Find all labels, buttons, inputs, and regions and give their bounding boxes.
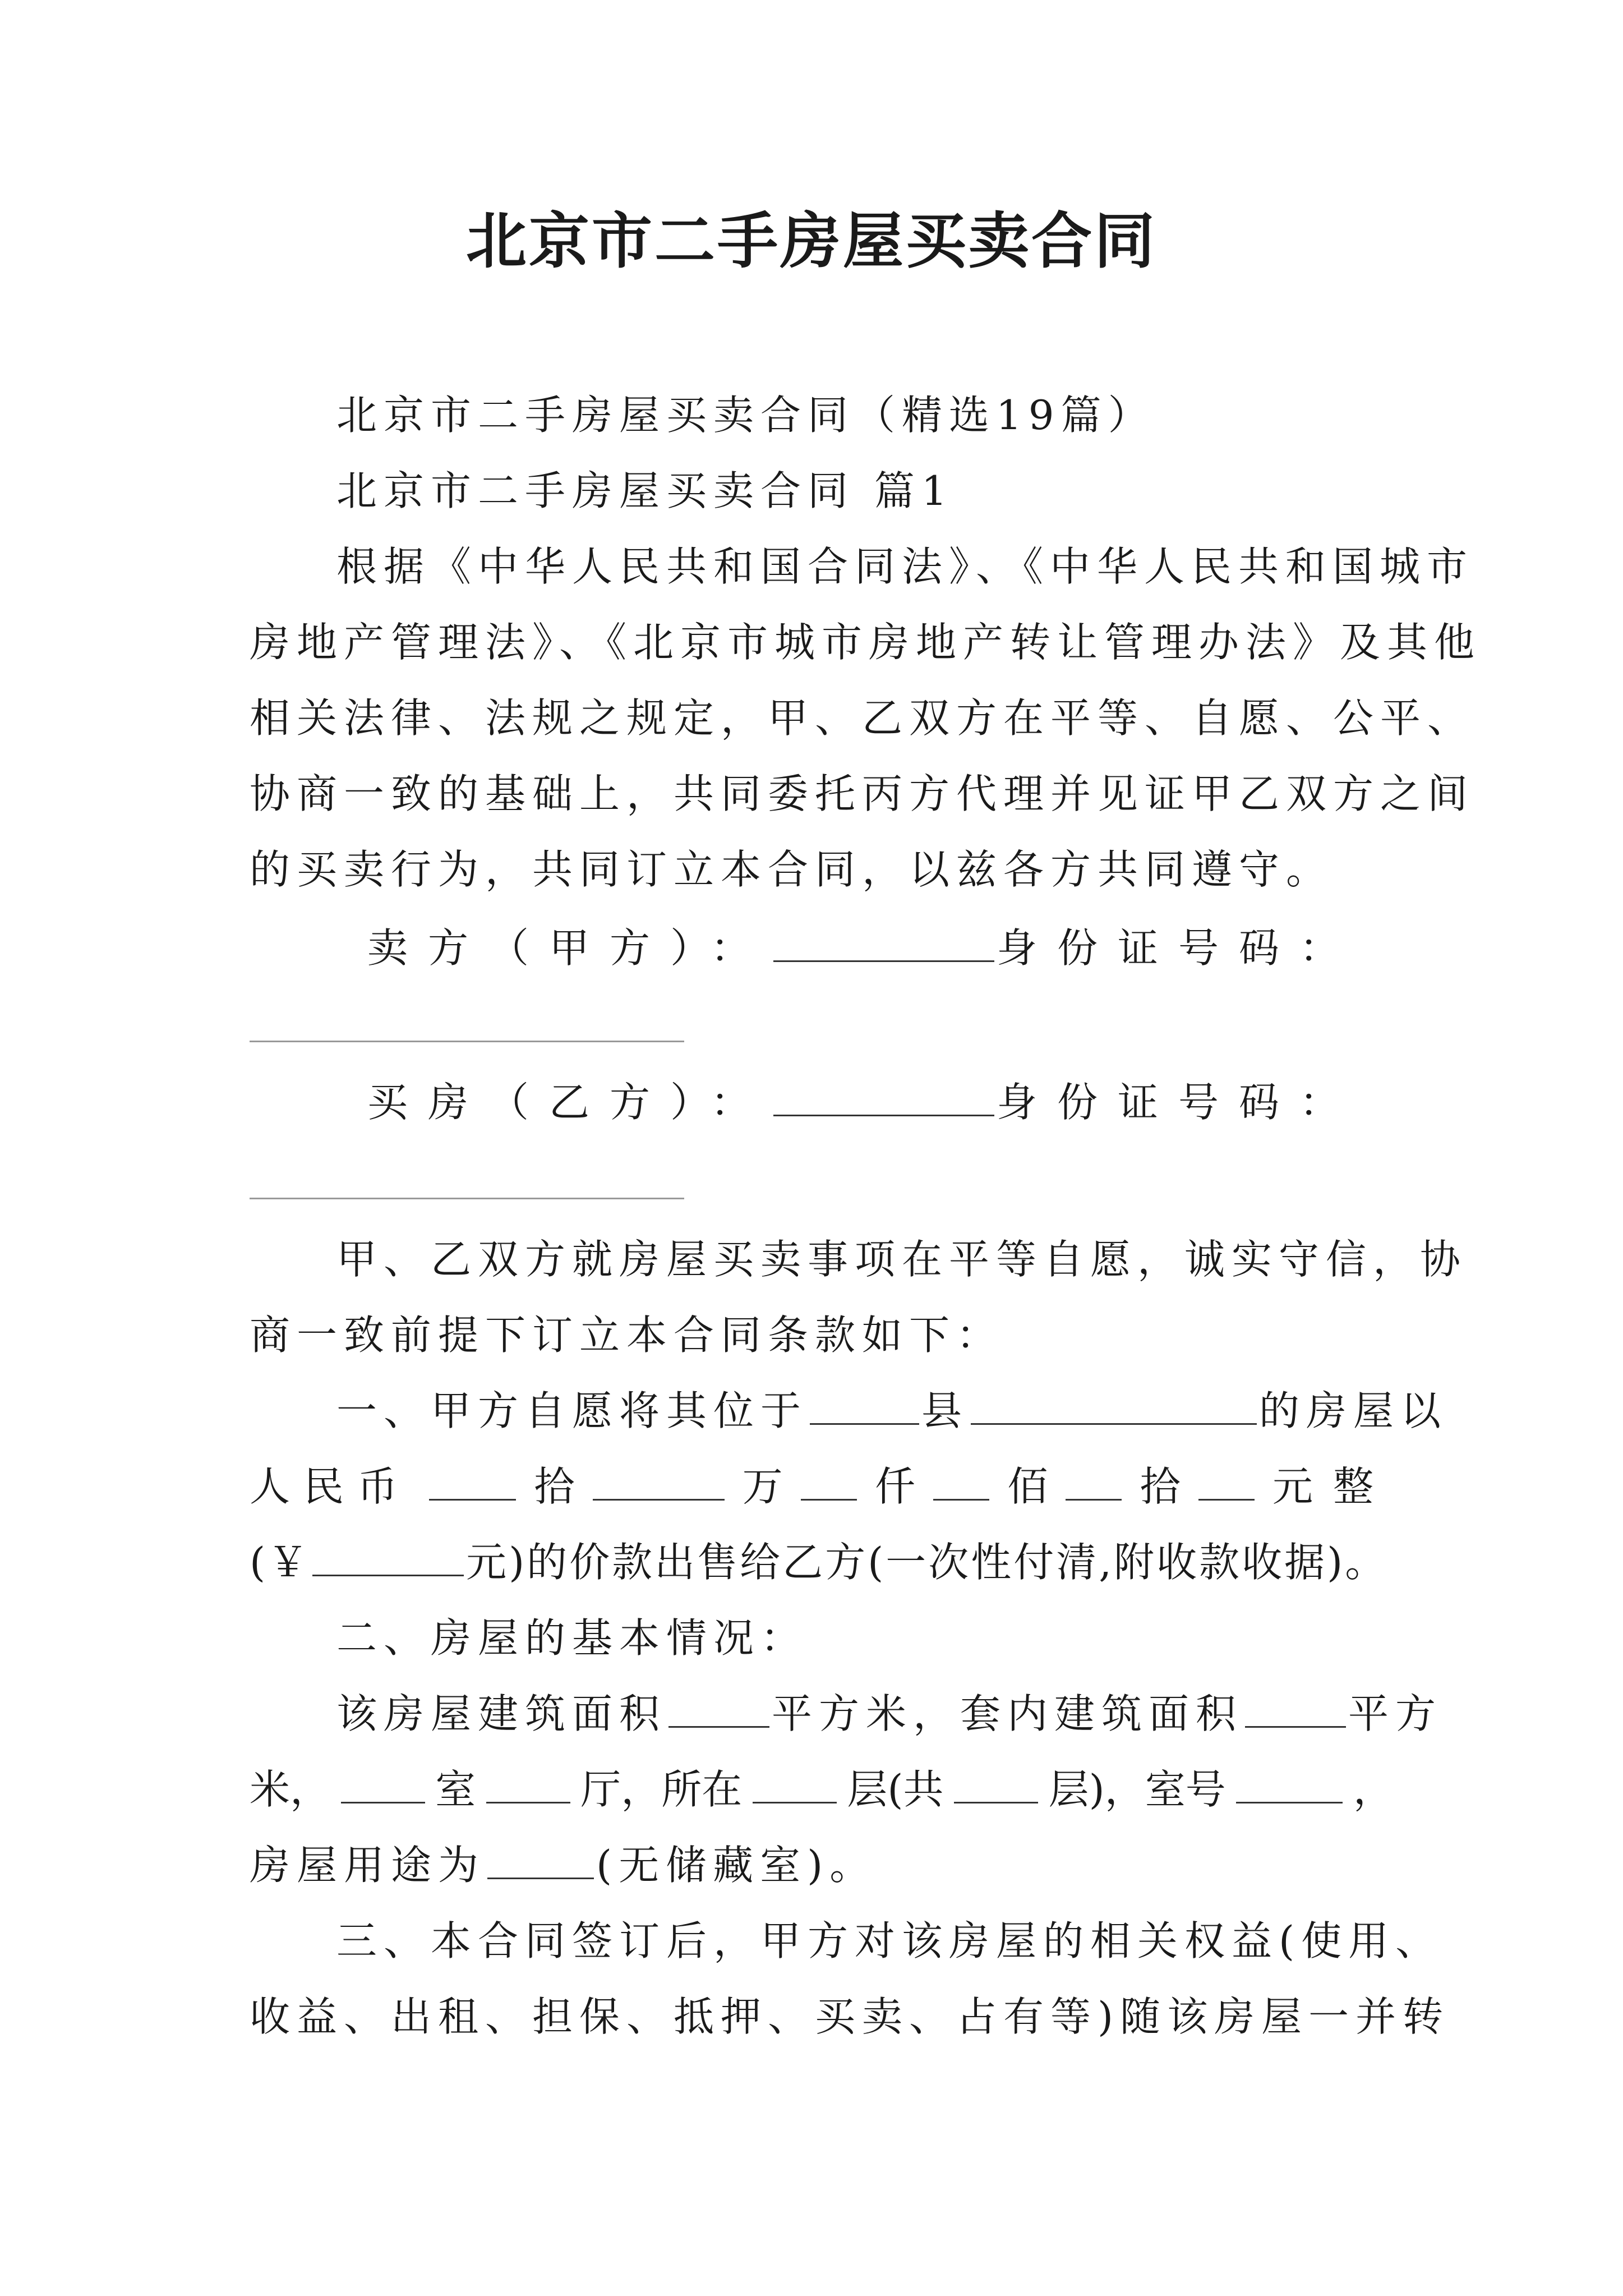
clause1-text-a: 一、甲方自愿将其位于 (336, 1387, 808, 1434)
room-text-6: ， (1353, 1766, 1394, 1813)
price-blank-4 (933, 1458, 989, 1501)
agreement-line-2: 商一致前提下订立本合同条款如下： (250, 1312, 1004, 1359)
buyer-id-blank (250, 1198, 684, 1199)
yen-prefix: (￥ (250, 1539, 311, 1586)
preamble-line-2: 房地产管理法》、《北京市城市房地产转让管理办法》及其他 (250, 619, 1482, 666)
unit-yuan: 元整 (1272, 1463, 1394, 1510)
usage-blank (487, 1837, 594, 1879)
currency-label: 人民币 (250, 1463, 412, 1510)
clause1-text-c: 的房屋以 (1259, 1387, 1448, 1434)
unit-wan: 万 (742, 1463, 783, 1510)
clause2-area-line (336, 1686, 1442, 1742)
seller-id-label: 身份证号码： (996, 924, 1360, 972)
buyer-name-blank (773, 1074, 994, 1116)
seller-name-blank (773, 920, 994, 962)
preamble-line-4: 协商一致的基础上，共同委托丙方代理并见证甲乙双方之间 (250, 770, 1475, 817)
price-blank-5 (1066, 1458, 1122, 1501)
area-label-1: 该房屋建筑面积 (336, 1690, 667, 1737)
seller-id-blank (250, 1041, 684, 1042)
seller-row (367, 920, 1360, 976)
clause3-line-1: 三、本合同签订后，甲方对该房屋的相关权益(使用、 (336, 1917, 1443, 1964)
preamble-line-1: 根据《中华人民共和国合同法》、《中华人民共和国城市 (336, 543, 1474, 590)
price-blank-1 (429, 1458, 516, 1501)
inner-area-blank (1245, 1686, 1346, 1728)
area-label-2: 平方米，套内建筑面积 (772, 1690, 1243, 1737)
clause1-line-3 (250, 1534, 1387, 1590)
rooms-blank (341, 1761, 425, 1803)
clause2-room-line (250, 1761, 1394, 1818)
room-text-2: 室 (435, 1766, 476, 1813)
document-title: 北京市二手房屋买卖合同 (465, 206, 1157, 277)
preamble-line-5: 的买卖行为，共同订立本合同，以兹各方共同遵守。 (250, 846, 1334, 893)
clause1-price-row (250, 1458, 1394, 1515)
clause2-heading: 二、房屋的基本情况： (336, 1614, 808, 1662)
buyer-row (367, 1074, 1360, 1130)
chapter-heading: 北京市二手房屋买卖合同 篇1 (336, 467, 954, 514)
room-text-5: 层)，室号 (1048, 1766, 1226, 1813)
yen-amount-blank (312, 1534, 464, 1576)
price-blank-6 (1198, 1458, 1255, 1501)
room-text-1: 米， (250, 1766, 331, 1813)
clause2-usage-line (250, 1837, 877, 1893)
floor-blank (753, 1761, 837, 1803)
buyer-label: 买房（乙方）： (367, 1079, 772, 1126)
preamble-line-3: 相关法律、法规之规定，甲、乙双方在平等、自愿、公平、 (250, 694, 1475, 742)
building-area-blank (668, 1686, 769, 1728)
clause1-payment-text: 元)的价款出售给乙方(一次性付清,附收款收据)。 (466, 1539, 1388, 1586)
county-blank (810, 1383, 919, 1425)
usage-label: 房屋用途为 (250, 1842, 486, 1889)
room-number-blank (1236, 1761, 1343, 1803)
usage-note: (无储藏室)。 (596, 1842, 877, 1889)
clause1-line-1 (336, 1383, 1447, 1439)
price-blank-2 (593, 1458, 725, 1501)
unit-bai: 佰 (1007, 1463, 1048, 1510)
halls-blank (486, 1761, 570, 1803)
unit-shi-1: 拾 (534, 1463, 575, 1510)
area-label-3: 平方 (1348, 1690, 1443, 1737)
room-text-3: 厅，所在 (580, 1766, 743, 1813)
total-floors-blank (954, 1761, 1038, 1803)
clause1-text-b: 县 (921, 1387, 969, 1434)
unit-qian: 仟 (874, 1463, 915, 1510)
seller-label: 卖方（甲方）： (367, 924, 772, 972)
buyer-id-label: 身份证号码： (996, 1079, 1360, 1126)
subtitle: 北京市二手房屋买卖合同（精选19篇） (336, 392, 1155, 439)
address-blank (971, 1383, 1257, 1425)
price-blank-3 (801, 1458, 857, 1501)
unit-shi-2: 拾 (1140, 1463, 1181, 1510)
agreement-line-1: 甲、乙双方就房屋买卖事项在平等自愿，诚实守信，协 (336, 1236, 1468, 1283)
room-text-4: 层(共 (847, 1766, 944, 1813)
clause3-line-2: 收益、出租、担保、抵押、买卖、占有等)随该房屋一并转 (250, 1993, 1450, 2040)
